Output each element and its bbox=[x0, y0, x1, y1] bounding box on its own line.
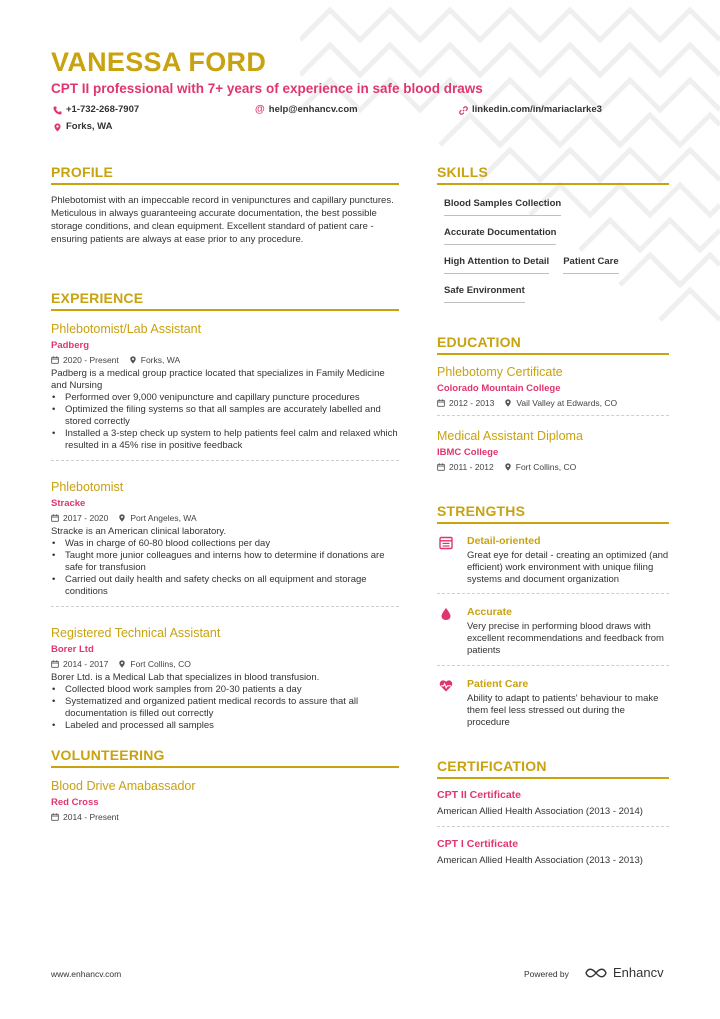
skill-tag: Accurate Documentation bbox=[444, 226, 556, 245]
location-pin-icon bbox=[53, 123, 62, 132]
drop-icon bbox=[439, 607, 453, 621]
education-item bbox=[437, 416, 669, 473]
certification-item bbox=[437, 827, 669, 867]
linkedin-contact bbox=[459, 104, 602, 116]
job-location: Port Angeles, WA bbox=[130, 513, 197, 523]
location-contact bbox=[53, 121, 112, 133]
school-name: Colorado Mountain College bbox=[437, 383, 561, 394]
location-pin-icon bbox=[118, 660, 126, 668]
location-pin-icon bbox=[129, 356, 137, 364]
contact-info bbox=[51, 101, 691, 137]
calendar-icon bbox=[51, 356, 59, 364]
strength-title: Accurate bbox=[467, 606, 512, 618]
at-icon: @ bbox=[255, 104, 265, 115]
profile-heading: PROFILE bbox=[51, 164, 399, 185]
job-title: Registered Technical Assistant bbox=[51, 626, 221, 640]
resume-header bbox=[51, 46, 691, 137]
location-pin-icon bbox=[504, 399, 512, 407]
skill-tag: Patient Care bbox=[563, 255, 618, 274]
linkedin-link[interactable]: linkedin.com/in/mariaclarke3 bbox=[472, 104, 602, 115]
strengths-section bbox=[437, 503, 669, 729]
experience-item bbox=[51, 311, 399, 461]
company-description: Padberg is a medical group practice located that specializes in Family Medicine and Nursing bbox=[51, 368, 385, 391]
education-location: Fort Collins, CO bbox=[515, 462, 577, 472]
school-name: IBMC College bbox=[437, 447, 499, 458]
job-bullet: • Installed a 3-step check up system to help patients feel calm and relaxed which resulted in a 45% rise in positive feedback bbox=[51, 428, 399, 452]
strength-item bbox=[437, 524, 669, 594]
skill-tag: High Attention to Detail bbox=[444, 255, 549, 274]
company-name: Borer Ltd bbox=[51, 644, 94, 655]
company-name: Padberg bbox=[51, 340, 90, 351]
company-name: Stracke bbox=[51, 498, 86, 509]
calendar-icon bbox=[437, 463, 445, 471]
phone-contact bbox=[53, 104, 139, 116]
volunteer-dates: 2014 - Present bbox=[63, 812, 119, 822]
job-bullets bbox=[51, 392, 399, 452]
volunteer-meta bbox=[51, 811, 399, 823]
certification-section bbox=[437, 758, 669, 867]
experience-heading: EXPERIENCE bbox=[51, 290, 399, 311]
strength-title: Patient Care bbox=[467, 678, 529, 690]
location-pin-icon bbox=[118, 514, 126, 522]
job-bullet: • Systematized and organized patient medical records to assure that all documentation is filled out correctly bbox=[51, 696, 399, 720]
job-meta bbox=[51, 354, 399, 366]
skills-heading: SKILLS bbox=[437, 164, 669, 185]
education-heading: EDUCATION bbox=[437, 334, 669, 355]
volunteer-role: Blood Drive Amabassador bbox=[51, 779, 196, 793]
experience-section bbox=[51, 290, 399, 732]
job-bullet: • Optimized the filing systems so that all samples are accurately labelled and stored correctly bbox=[51, 404, 399, 428]
page-footer bbox=[51, 965, 669, 982]
strengths-heading: STRENGTHS bbox=[437, 503, 669, 524]
email-contact bbox=[255, 104, 358, 116]
volunteering-section bbox=[51, 747, 399, 823]
job-location: Fort Collins, CO bbox=[130, 659, 191, 669]
strength-description: Very precise in performing blood draws with excellent recommendations and feedback from patients bbox=[467, 621, 664, 656]
company-description: Borer Ltd. is a Medical Lab that specializes in blood transfusion. bbox=[51, 672, 320, 683]
profile-section bbox=[51, 164, 399, 246]
job-meta bbox=[51, 658, 399, 670]
job-dates: 2020 - Present bbox=[63, 355, 119, 365]
job-bullet: • Labeled and processed all samples bbox=[51, 720, 399, 732]
calendar-icon bbox=[437, 399, 445, 407]
volunteering-item bbox=[51, 768, 399, 823]
volunteering-heading: VOLUNTEERING bbox=[51, 747, 399, 768]
strength-title: Detail-oriented bbox=[467, 535, 541, 547]
list-icon bbox=[439, 536, 453, 550]
education-section bbox=[437, 334, 669, 473]
experience-item bbox=[51, 607, 399, 732]
calendar-icon bbox=[51, 813, 59, 821]
job-bullet: • Performed over 9,000 venipuncture and capillary puncture procedures bbox=[51, 392, 399, 404]
strength-item bbox=[437, 594, 669, 666]
volunteer-organization: Red Cross bbox=[51, 797, 99, 808]
phone-number[interactable]: +1-732-268-7907 bbox=[66, 104, 140, 115]
phone-icon bbox=[53, 106, 62, 115]
calendar-icon bbox=[51, 514, 59, 522]
experience-item bbox=[51, 461, 399, 607]
link-icon bbox=[459, 106, 468, 115]
job-bullets bbox=[51, 684, 399, 732]
heartbeat-icon bbox=[439, 679, 453, 693]
job-title: Phlebotomist/Lab Assistant bbox=[51, 322, 202, 336]
job-dates: 2017 - 2020 bbox=[63, 513, 109, 523]
job-bullet: • Taught more junior colleagues and interns how to determine if donations are safe for transfusion bbox=[51, 550, 399, 574]
certificate-name: CPT I Certificate bbox=[437, 838, 519, 850]
job-bullet: • Was in charge of 60-80 blood collections per day bbox=[51, 538, 399, 550]
strength-item bbox=[437, 666, 669, 729]
skill-tag: Safe Environment bbox=[444, 284, 525, 303]
education-location: Vail Valley at Edwards, CO bbox=[516, 398, 618, 408]
job-bullets bbox=[51, 538, 399, 598]
education-item bbox=[437, 355, 669, 416]
job-bullet: • Collected blood work samples from 20-30 patients a day bbox=[51, 684, 399, 696]
skills-section bbox=[437, 164, 669, 303]
certificate-name: CPT II Certificate bbox=[437, 789, 522, 801]
certification-item bbox=[437, 779, 669, 827]
calendar-icon bbox=[51, 660, 59, 668]
education-meta bbox=[437, 461, 669, 473]
certification-heading: CERTIFICATION bbox=[437, 758, 669, 779]
education-dates: 2011 - 2012 bbox=[449, 462, 494, 472]
candidate-name: VANESSA FORD bbox=[51, 47, 267, 77]
strength-description: Ability to adapt to patients' behaviour to make them feel less stressed out during the procedure bbox=[467, 693, 659, 728]
education-dates: 2012 - 2013 bbox=[449, 398, 495, 408]
location-pin-icon bbox=[504, 463, 512, 471]
job-meta bbox=[51, 512, 399, 524]
certificate-issuer: American Allied Health Association (2013 - 2013) bbox=[437, 855, 643, 866]
location-text: Forks, WA bbox=[66, 121, 113, 132]
skill-tag: Blood Samples Collection bbox=[444, 197, 561, 216]
job-location: Forks, WA bbox=[140, 355, 181, 365]
profile-summary: Phlebotomist with an impeccable record in venipunctures and capillary punctures. Meticulous in always guaranteeing accurate documentation, the best possible storage conditions, and clean equipment. Excellent standard of patient care - ensuring patients are always at ease prior to any procedure. bbox=[51, 195, 394, 245]
strength-description: Great eye for detail - creating an optimized (and efficient) work environment with unique filing systems and document organization bbox=[467, 550, 669, 585]
footer-website[interactable]: www.enhancv.com bbox=[51, 969, 122, 979]
candidate-tagline: CPT II professional with 7+ years of experience in safe blood draws bbox=[51, 81, 483, 96]
degree-title: Medical Assistant Diploma bbox=[437, 429, 583, 443]
company-description: Stracke is an American clinical laboratory. bbox=[51, 526, 227, 537]
job-bullet: • Carried out daily health and safety checks on all equipment and storage conditions bbox=[51, 574, 399, 598]
degree-title: Phlebotomy Certificate bbox=[437, 365, 563, 379]
brand-logo[interactable] bbox=[584, 965, 664, 980]
job-dates: 2014 - 2017 bbox=[63, 659, 109, 669]
education-meta bbox=[437, 397, 669, 409]
email-link[interactable]: help@enhancv.com bbox=[268, 104, 358, 115]
powered-by-label: Powered by bbox=[524, 969, 569, 979]
job-title: Phlebotomist bbox=[51, 480, 124, 494]
certificate-issuer: American Allied Health Association (2013 - 2014) bbox=[437, 806, 643, 817]
enhancv-logo-icon bbox=[584, 967, 608, 979]
brand-name: Enhancv bbox=[613, 965, 664, 980]
skills-list bbox=[437, 197, 669, 303]
